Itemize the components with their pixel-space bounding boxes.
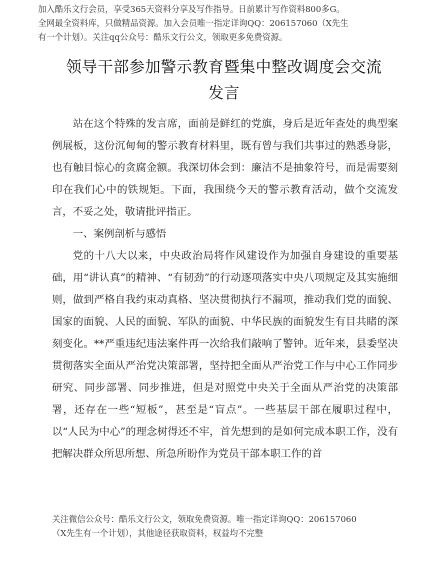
opening-paragraph: 站在这个特殊的发言席，面前是鲜红的党旗，身后是近年查处的典型案例展板，这份沉甸甸的警示教育材料里，既有曾与我们共事过的熟悉身影，也有触目惊心的贪腐金额。我深切体会到：廉洁不是抽象符号，而是需要刻印在我们心中的铁规矩。下面，我围绕今天的警示教育活动，做个交流发言，不妥之处，敬请批评指正。 bbox=[52, 118, 398, 218]
title-line: 领导干部参加警示教育暨集中整改调度会交流 bbox=[65, 58, 382, 76]
title-line: 发言 bbox=[208, 84, 240, 102]
document-title bbox=[40, 54, 408, 106]
body-paragraph: 党的十八大以来，中央政治局将作风建设作为加强自身建设的重要基础，用“讲认真”的精神、“有韧劲”的行动逐项落实中央八项规定及其实施细则，做到严格自我约束动真格、坚决贯彻执行不漏项，推动我们党的面貌、国家的面貌、人民的面貌、军队的面貌、中华民族的面貌发生有目共睹的深刻变化。**严重违纪违法案件再一次给我们敲响了警钟。近年来，县委坚决贯彻落实全面从严治党决策部署，坚持把全面从严治党工作与中心工作同步研究、同步部署、同步推进，但是对照党中央关于全面从严治党的决策部署，还存在一些“短板”，甚至是“盲点”。一些基层干部在履职过程中，以“人民为中心”的理念树得还不牢，首先想到的是如何完成本职工作，没有把解决群众所思所想、所急所盼作为党员干部本职工作的首 bbox=[52, 250, 398, 460]
header-notice-line: 加入酷乐文行会员，享受365天资料分享及写作指导。日前累计写作资料800多G。 bbox=[38, 4, 345, 14]
section-heading: 一、案例剖析与感悟 bbox=[72, 228, 167, 240]
header-notice bbox=[38, 2, 418, 44]
footer-notice-line: 关注微信公众号：酷乐文行公文，领取免费资源。唯一指定详询QQ：206157060 bbox=[52, 514, 357, 524]
document-body bbox=[52, 113, 398, 465]
footer-notice-line: （X先生有一个计划），其他途径获取资料，权益均不完整 bbox=[52, 528, 264, 538]
footer-notice bbox=[52, 512, 392, 540]
header-notice-line: 全网最全资料库，只做精品资源。加入会员唯一指定详询QQ：206157060（X先生 bbox=[38, 18, 349, 28]
header-notice-line: 有一个计划）。关注qq公众号：酷乐文行公文，领取更多免费资源。 bbox=[38, 32, 288, 42]
